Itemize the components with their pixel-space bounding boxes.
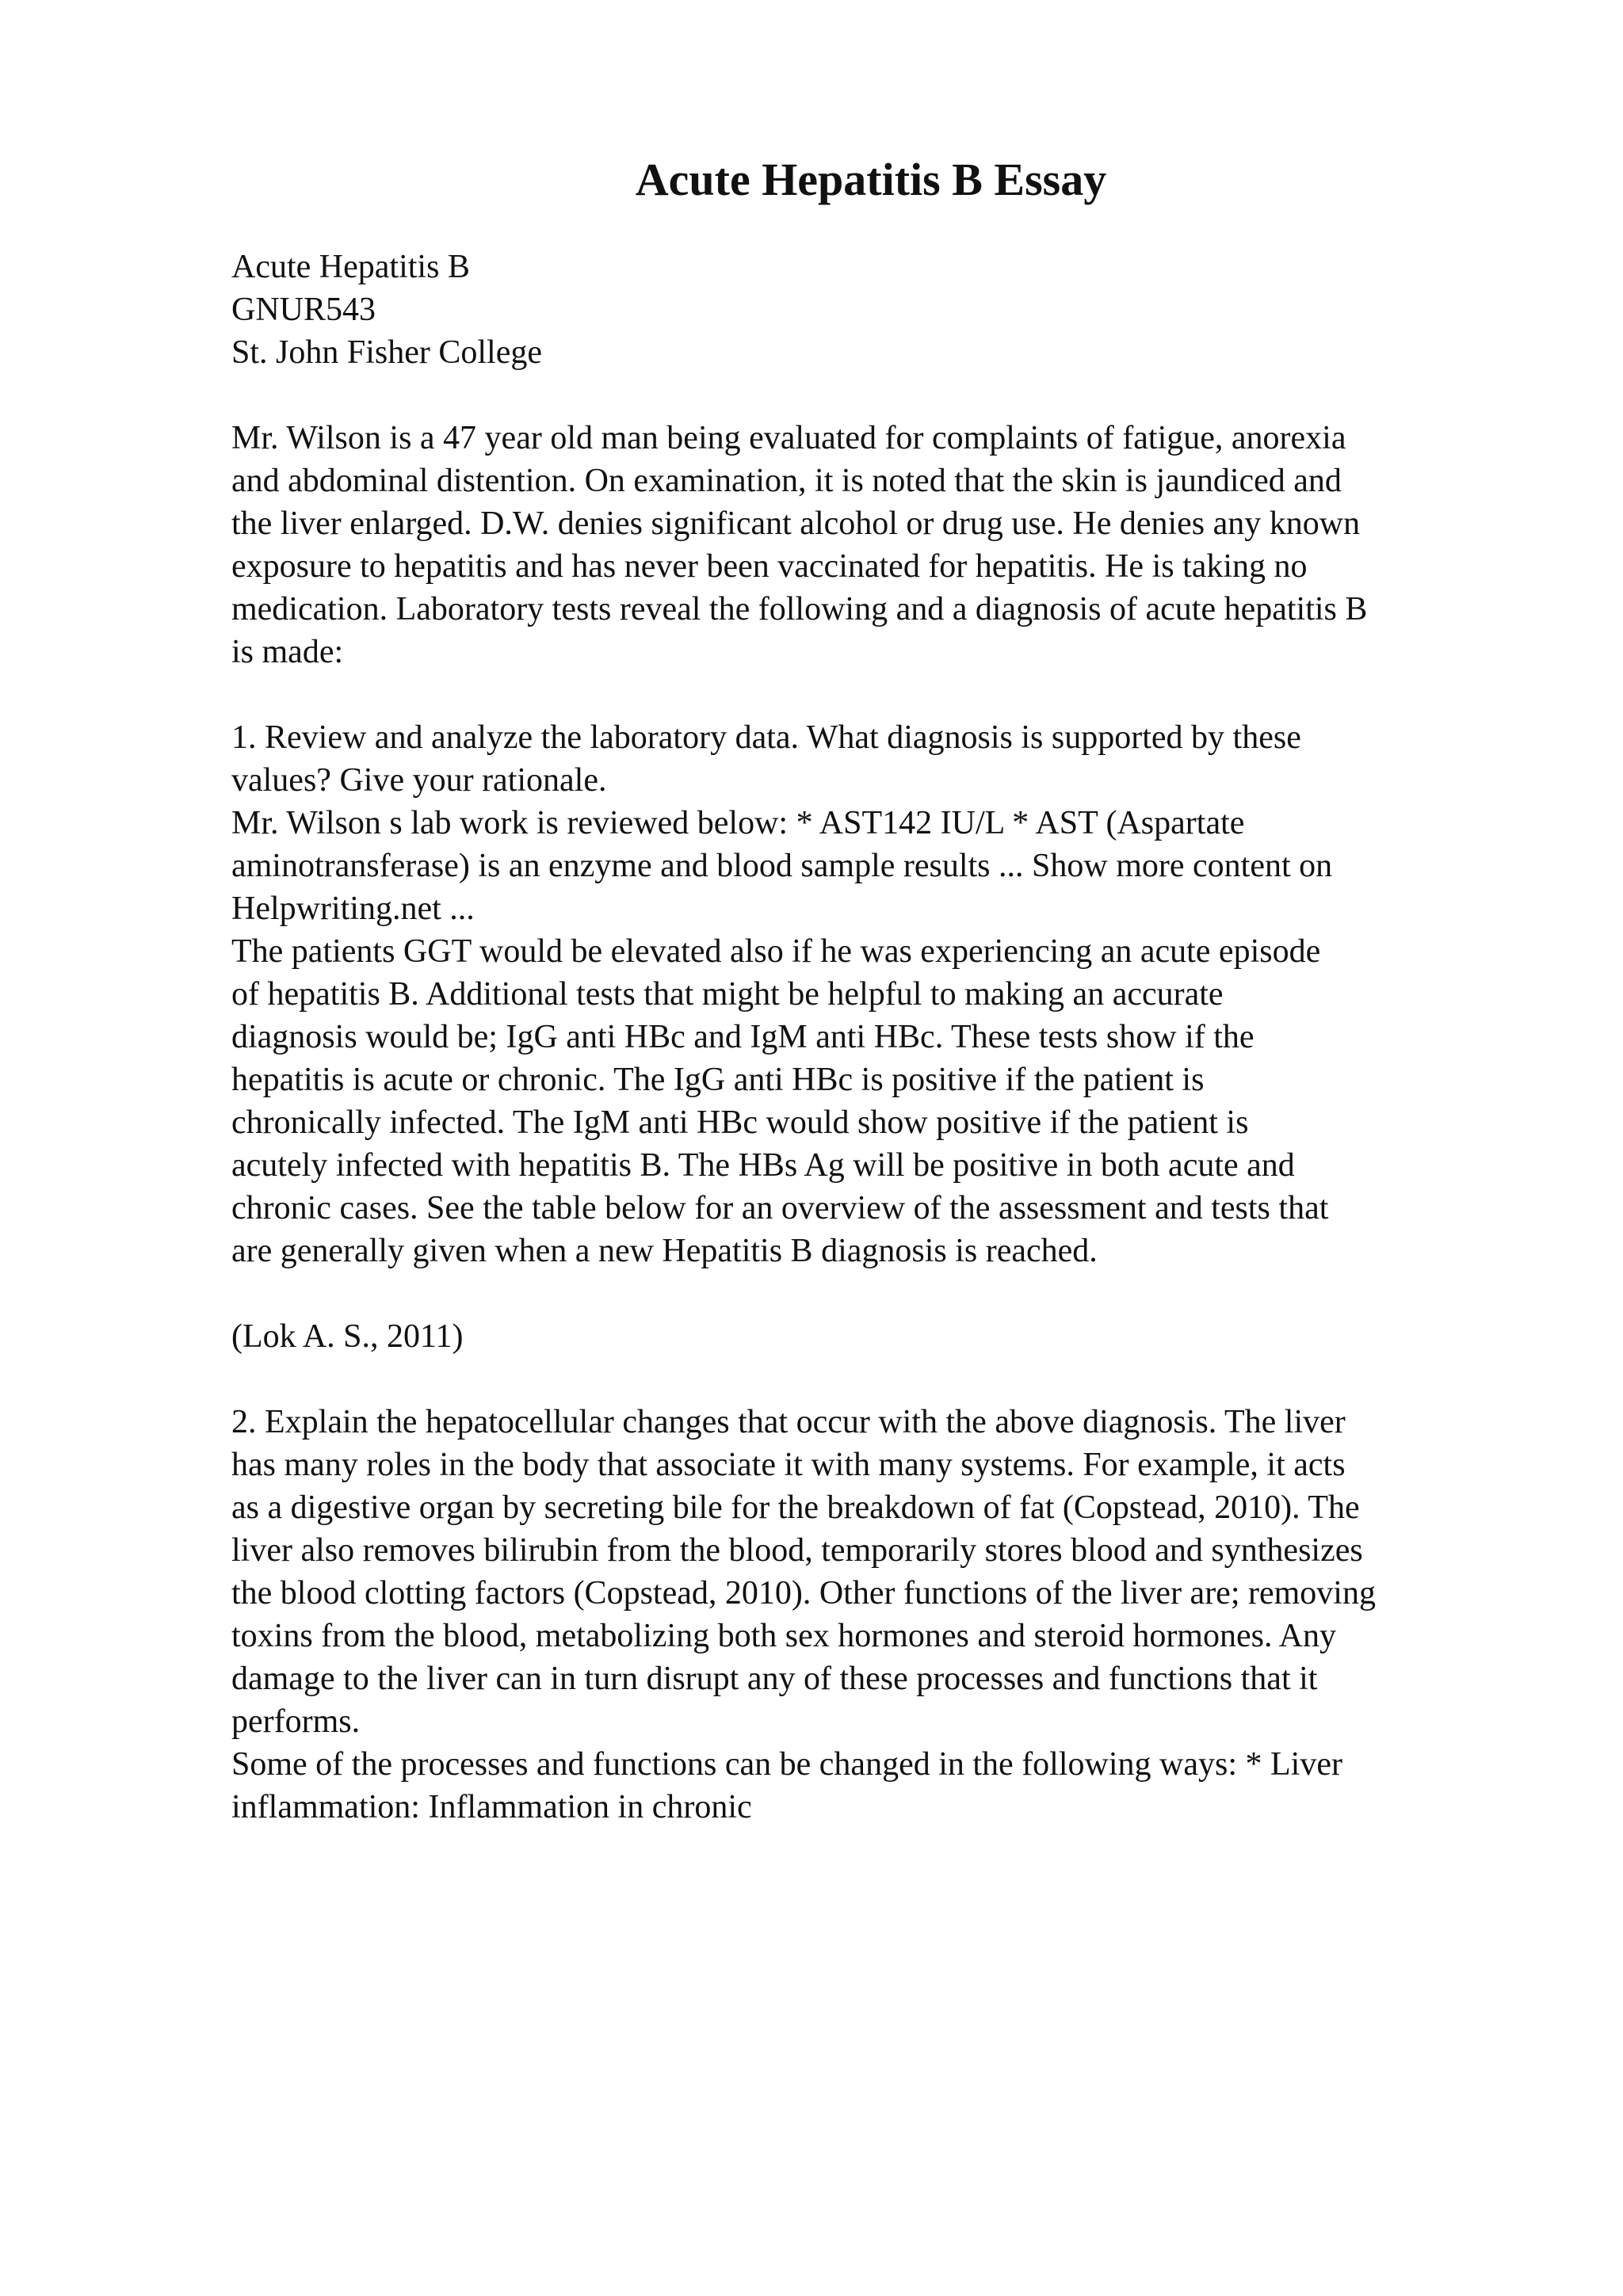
paragraph-line: toxins from the blood, metabolizing both sex hormones and steroid hormones. Any — [231, 1618, 1336, 1654]
paragraph-question-2 — [231, 1401, 1515, 1829]
paragraph-line: Mr. Wilson s lab work is reviewed below: * AST142 IU/L * AST (Aspartate — [231, 805, 1245, 841]
document-body — [231, 246, 1515, 1829]
paragraph-line: the blood clotting factors (Copstead, 2010). Other functions of the liver are; removing — [231, 1575, 1376, 1611]
paragraph-line: acutely infected with hepatitis B. The HBs Ag will be positive in both acute and — [231, 1147, 1295, 1184]
paragraph-line: the liver enlarged. D.W. denies significant alcohol or drug use. He denies any known — [231, 505, 1361, 542]
header-line: St. John Fisher College — [231, 334, 543, 371]
paragraph-line: is made: — [231, 634, 344, 670]
paragraph-line: liver also removes bilirubin from the blood, temporarily stores blood and synthesizes — [231, 1532, 1363, 1569]
paragraph-line: performs. — [231, 1703, 361, 1740]
paragraph-line: chronic cases. See the table below for an overview of the assessment and tests that — [231, 1190, 1329, 1226]
paragraph-line: of hepatitis B. Additional tests that might be helpful to making an accurate — [231, 976, 1224, 1013]
document-title: Acute Hepatitis B Essay — [635, 154, 1107, 205]
paragraph-line: Some of the processes and functions can be changed in the following ways: * Liver — [231, 1746, 1342, 1783]
paragraph-line: values? Give your rationale. — [231, 762, 607, 799]
paragraph-line: aminotransferase) is an enzyme and blood sample results ... Show more content on — [231, 848, 1333, 884]
spacer — [231, 1272, 1515, 1315]
paragraph-line: has many roles in the body that associate it with many systems. For example, it acts — [231, 1447, 1346, 1483]
paragraph-question-1 — [231, 716, 1515, 1272]
spacer — [231, 374, 1515, 417]
paragraph-line: 2. Explain the hepatocellular changes that occur with the above diagnosis. The liver — [231, 1404, 1346, 1440]
header-line: GNUR543 — [231, 292, 376, 328]
paragraph-line: The patients GGT would be elevated also if he was experiencing an acute episode — [231, 933, 1321, 970]
paragraph-line: and abdominal distention. On examination, it is noted that the skin is jaundiced and — [231, 463, 1342, 499]
paragraph-line: 1. Review and analyze the laboratory data. What diagnosis is supported by these — [231, 719, 1301, 756]
paragraph-line: inflammation: Inflammation in chronic — [231, 1789, 752, 1825]
paragraph-case-description — [231, 417, 1515, 673]
spacer — [231, 673, 1515, 716]
paragraph-line: Mr. Wilson is a 47 year old man being evaluated for complaints of fatigue, anorexia — [231, 420, 1346, 456]
spacer — [231, 1358, 1515, 1401]
paragraph-line: Helpwriting.net ... — [231, 891, 475, 927]
paragraph-line: chronically infected. The IgM anti HBc would show positive if the patient is — [231, 1104, 1249, 1141]
paragraph-line: are generally given when a new Hepatitis B diagnosis is reached. — [231, 1233, 1098, 1269]
paragraph-line: as a digestive organ by secreting bile for the breakdown of fat (Copstead, 2010). The — [231, 1489, 1360, 1526]
citation-text: (Lok A. S., 2011) — [231, 1318, 464, 1355]
header-block — [231, 246, 1515, 374]
paragraph-line: hepatitis is acute or chronic. The IgG anti HBc is positive if the patient is — [231, 1062, 1205, 1098]
paragraph-line: diagnosis would be; IgG anti HBc and IgM anti HBc. These tests show if the — [231, 1019, 1254, 1055]
header-line: Acute Hepatitis B — [231, 249, 470, 285]
paragraph-line: exposure to hepatitis and has never been vaccinated for hepatitis. He is taking no — [231, 548, 1308, 585]
paragraph-line: damage to the liver can in turn disrupt any of these processes and functions that it — [231, 1661, 1318, 1697]
citation — [231, 1315, 1515, 1358]
paragraph-line: medication. Laboratory tests reveal the following and a diagnosis of acute hepatitis B — [231, 591, 1368, 627]
